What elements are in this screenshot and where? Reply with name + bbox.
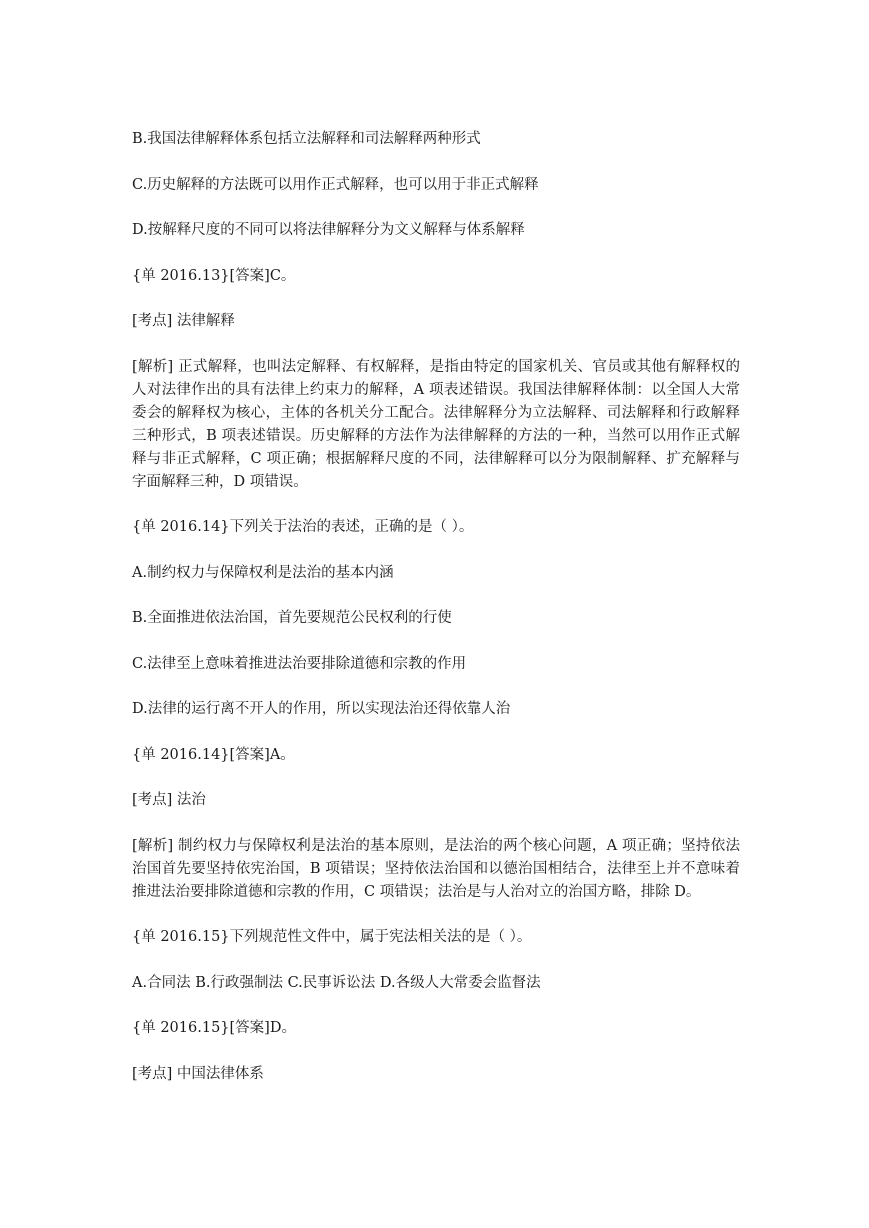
topic-line: [考点] 法律解释 (132, 313, 235, 329)
option-c: C.法律至上意味着推进法治要排除道德和宗教的作用 (132, 655, 467, 672)
option-d: D.按解释尺度的不同可以将法律解释分为文义解释与体系解释 (132, 222, 525, 238)
question-line: {单 2016.14}下列关于法治的表述，正确的是（ ）。 (132, 519, 474, 535)
topic-line: [考点] 中国法律体系 (132, 1065, 264, 1082)
option-c: C.历史解释的方法既可以用作正式解释，也可以用于非正式解释 (132, 176, 539, 193)
option-d: D.法律的运行离不开人的作用，所以实现法治还得依靠人治 (132, 701, 511, 717)
option-a: A.制约权力与保障权利是法治的基本内涵 (132, 564, 394, 581)
analysis-paragraph: [解析] 制约权力与保障权利是法治的基本原则，是法治的两个核心问题，A 项正确；坚持依法治国首先要坚持依宪治国，B 项错误；坚持依法治国和以德治国相结合，法律至上并不意味着推进法治要排除道德和宗教的作用，C 项错误；法治是与人治对立的治国方略，排除 D。 (132, 837, 740, 900)
answer-line: {单 2016.13}[答案]C。 (132, 267, 296, 284)
document-body (132, 128, 740, 1108)
analysis-paragraph: [解析] 正式解释，也叫法定解释、有权解释，是指由特定的国家机关、官员或其他有解释权的人对法律作出的具有法律上约束力的解释，A 项表述错误。我国法律解释体制：以全国人大常委会的解释权为核心，主体的各机关分工配合。法律解释分为立法解释、司法解释和行政解释三种形式，B 项表述错误。历史解释的方法作为法律解释的方法的一种，当然可以用作正式解释与非正式解释，C 项正确；根据解释尺度的不同，法律解释可以分为限制解释、扩充解释与字面解释三种，D 项错误。 (132, 358, 740, 490)
option-b: B.全面推进依法治国，首先要规范公民权利的行使 (132, 610, 452, 626)
answer-line: {单 2016.14}[答案]A。 (132, 746, 295, 763)
options-line: A.合同法 B.行政强制法 C.民事诉讼法 D.各级人大常委会监督法 (132, 974, 541, 991)
option-b: B.我国法律解释体系包括立法解释和司法解释两种形式 (132, 131, 481, 147)
question-line: {单 2016.15}下列规范性文件中，属于宪法相关法的是（ ）。 (132, 929, 532, 945)
topic-line: [考点] 法治 (132, 792, 206, 808)
answer-line: {单 2016.15}[答案]D。 (132, 1020, 296, 1036)
